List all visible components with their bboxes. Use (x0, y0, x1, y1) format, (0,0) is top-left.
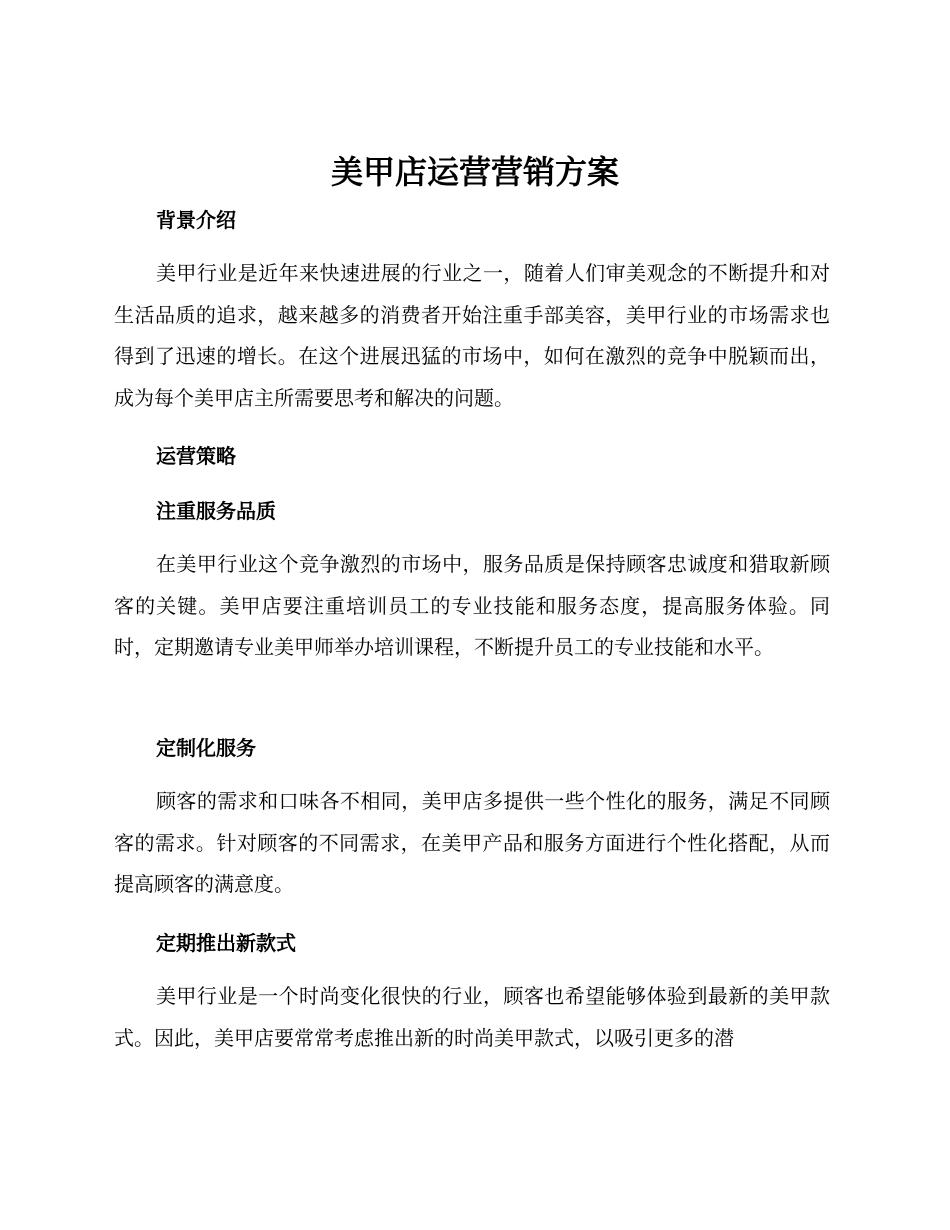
paragraph-customized-service: 顾客的需求和口味各不相同，美甲店多提供一些个性化的服务，满足不同顾客的需求。针对顾客的不同需求，在美甲产品和服务方面进行个性化搭配，从而提高顾客的满意度。 (114, 789, 830, 896)
document-title: 美甲店运营营销方案 (330, 153, 619, 191)
paragraph-background: 美甲行业是近年来快速进展的行业之一，随着人们审美观念的不断提升和对生活品质的追求，越来越多的消费者开始注重手部美容，美甲行业的市场需求也得到了迅速的增长。在这个进展迅猛的市场中，如何在激烈的竞争中脱颖而出，成为每个美甲店主所需要思考和解决的问题。 (114, 261, 830, 410)
paragraph-new-styles: 美甲行业是一个时尚变化很快的行业，顾客也希望能够体验到最新的美甲款式。因此，美甲店要常常考虑推出新的时尚美甲款式，以吸引更多的潜 (114, 984, 830, 1050)
paragraph-service-quality: 在美甲行业这个竞争激烈的市场中，服务品质是保持顾客忠诚度和猎取新顾客的关键。美甲店要注重培训员工的专业技能和服务态度，提高服务体验。同时，定期邀请专业美甲师举办培训课程，不断提升员工的专业技能和水平。 (114, 552, 830, 659)
heading-new-styles: 定期推出新款式 (156, 931, 296, 955)
heading-customized-service: 定制化服务 (156, 736, 256, 760)
heading-operation-strategy: 运营策略 (156, 444, 236, 468)
heading-service-quality: 注重服务品质 (156, 499, 276, 523)
heading-background: 背景介绍 (156, 208, 236, 232)
